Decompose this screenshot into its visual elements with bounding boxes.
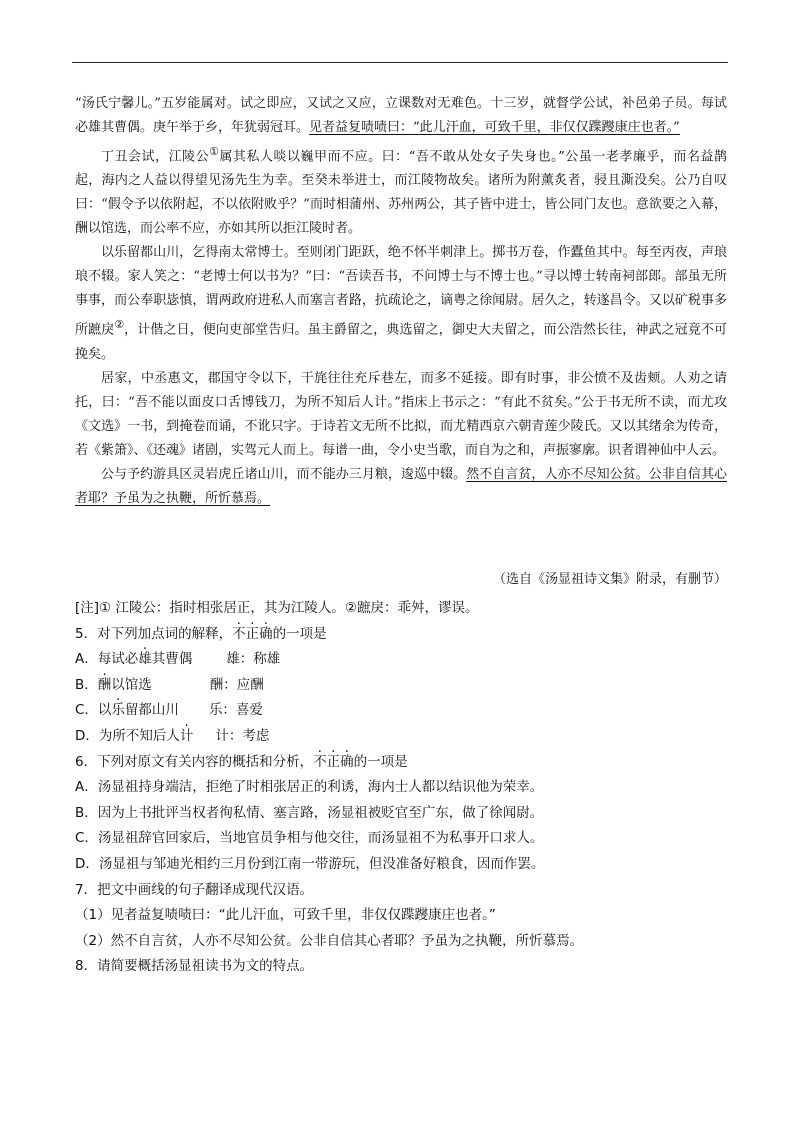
question-6-option-c[interactable]: C．汤显祖辞官回家后，当地官员争相与他交往，而汤显祖不为私事开口求人。 <box>75 830 544 847</box>
emphasis-char: 不 <box>313 753 327 770</box>
question-5-option-a[interactable]: A．每试必雄其曹偶 雄：称雄 <box>75 651 281 668</box>
question-8-stem: 8．请简要概括汤显祖读书为文的特点。 <box>75 958 314 975</box>
question-7-sentence-2: （2）然不自言贫，人亦不尽知公贫。公非自信其心者耶？予虽为之执鞭，所忻慕焉。 <box>75 932 584 949</box>
underlined-sentence-2: 然不自言贫，人亦不尽知公贫。公非自信其心者耶？予虽为之执鞭，所忻慕焉。 <box>75 466 727 506</box>
question-5-option-d[interactable]: D．为所不知后人计 计：考虑 <box>75 727 270 744</box>
passage-paragraph-2: 丁丑会试，江陵公①属其私人啖以巍甲而不应。曰：“吾不敢从处女子失身也。”公虽一老孝廉乎，而名益鹊起，海内之人益以得望见汤先生为幸。至癸未举进士，而江陵物故矣。诸所为附薰炙者，骎且澌没矣。公乃自叹曰：“假令予以依附起，不以依附败乎？”而时相蒲州、苏州两公，其子皆中进士，皆公同门友也。意欲要之入幕，酬以馆选，而公率不应，亦如其所以拒江陵时者。 <box>75 145 727 237</box>
question-6-option-a[interactable]: A．汤显祖持身端洁，拒绝了时相张居正的利诱，海内士人都以结识他为荣幸。 <box>75 779 544 796</box>
header-rule <box>72 62 728 63</box>
dotted-word: 酬 <box>97 676 112 693</box>
classical-passage <box>75 92 727 511</box>
passage-paragraph-3: 以乐留都山川，乞得南太常博士。至则闭门距跃，绝不怀半刺津上。掷书万卷，作蠹鱼其中。每至丙夜，声琅琅不辍。家人笑之：“老博士何以书为？”曰：“吾读吾书，不问博士与不博士也。”寻以博士转南祠部郎。部虽无所事事，而公奉职毖慎，谓两政府进私人而塞言者路，抗疏论之，谪粤之徐闻尉。居久之，转遂昌令。又以矿税事多所蹠戾②，计偕之日，便向吏部堂告归。虽主爵留之，典选留之，御史大夫留之，而公浩然长往，神武之冠竟不可挽矣。 <box>75 245 727 362</box>
question-7-stem: 7．把文中画线的句子翻译成现代汉语。 <box>75 881 314 898</box>
emphasis-char: 正 <box>245 625 260 642</box>
emphasis-char: 确 <box>259 625 273 642</box>
footnote-mark-2: ② <box>114 318 125 332</box>
footnote-mark-1: ① <box>209 145 220 158</box>
question-7-sentence-1: （1）见者益复啧啧曰：“此儿汗血，可致千里，非仅仅蹀躞康庄也者。” <box>75 907 496 924</box>
dotted-word: 计 <box>179 727 194 744</box>
questions-section <box>75 596 727 980</box>
dotted-word: 乐 <box>111 702 125 719</box>
notes: [注]① 江陵公：指时相张居正，其为江陵人。②蹠戾：乖舛，谬误。 <box>75 600 479 616</box>
question-5-option-c[interactable]: C．以乐留都山川 乐：喜爱 <box>75 702 263 719</box>
emphasis-char: 正 <box>326 753 341 770</box>
passage-paragraph-1: “汤氏宁馨儿。”五岁能属对。试之即应，又试之又应，立课数对无难色。十三岁，就督学公试，补邑弟子员。每试必雄其曹偶。庚午举于乡，年犹弱冠耳。见者益复啧啧曰：“此儿汗血，可致千里，非仅仅蹀躞康庄也者。” <box>75 96 727 135</box>
dotted-word: 雄 <box>138 651 152 668</box>
question-5-option-b[interactable]: B．酬以馆选 酬：应酬 <box>75 676 264 693</box>
question-6-option-d[interactable]: D．汤显祖与邹迪光相约三月份到江南一带游玩，但没准备好粮食，因而作罢。 <box>75 855 545 872</box>
source-citation: （选自《汤显祖诗文集》附录，有删节） <box>492 572 727 587</box>
passage-paragraph-5: 公与予约游具区灵岩虎丘诸山川，而不能办三月粮，逡巡中辍。然不自言贫，人亦不尽知公贫。公非自信其心者耶？予虽为之执鞭，所忻慕焉。 <box>75 466 727 506</box>
emphasis-char: 确 <box>340 753 354 770</box>
question-6-stem: 6．下列对原文有关内容的概括和分析，不正确的一项是 <box>75 753 408 770</box>
underlined-sentence-1: 见者益复啧啧曰：“此儿汗血，可致千里，非仅仅蹀躞康庄也者。” <box>309 120 680 135</box>
emphasis-char: 不 <box>232 625 246 642</box>
question-5-stem: 5．对下列加点词的解释，不正确的一项是 <box>75 625 327 642</box>
question-6-option-b[interactable]: B．因为上书批评当权者徇私情、塞言路，汤显祖被贬官至广东，做了徐闻尉。 <box>75 804 544 821</box>
passage-paragraph-4: 居家，中丞惠文，郡国守令以下，干旄往往充斥巷左，而多不延接。即有时事，非公愤不及齿颊。人劝之请托，曰：“吾不能以面皮口舌博钱刀，为所不知后人计。”指床上书示之：“有此不贫矣。”公于书无所不读，而尤攻《文选》一书，到掩卷而诵，不讹只字。于诗若文无所不比拟，而尤精西京六朝青莲少陵氏。又以其绪余为传奇，若《紫箫》、《还魂》诸剧，实驾元人而上。每谱一曲，令小史当歌，而自为之和，声振寥廓。识者谓神仙中人云。 <box>75 370 727 458</box>
